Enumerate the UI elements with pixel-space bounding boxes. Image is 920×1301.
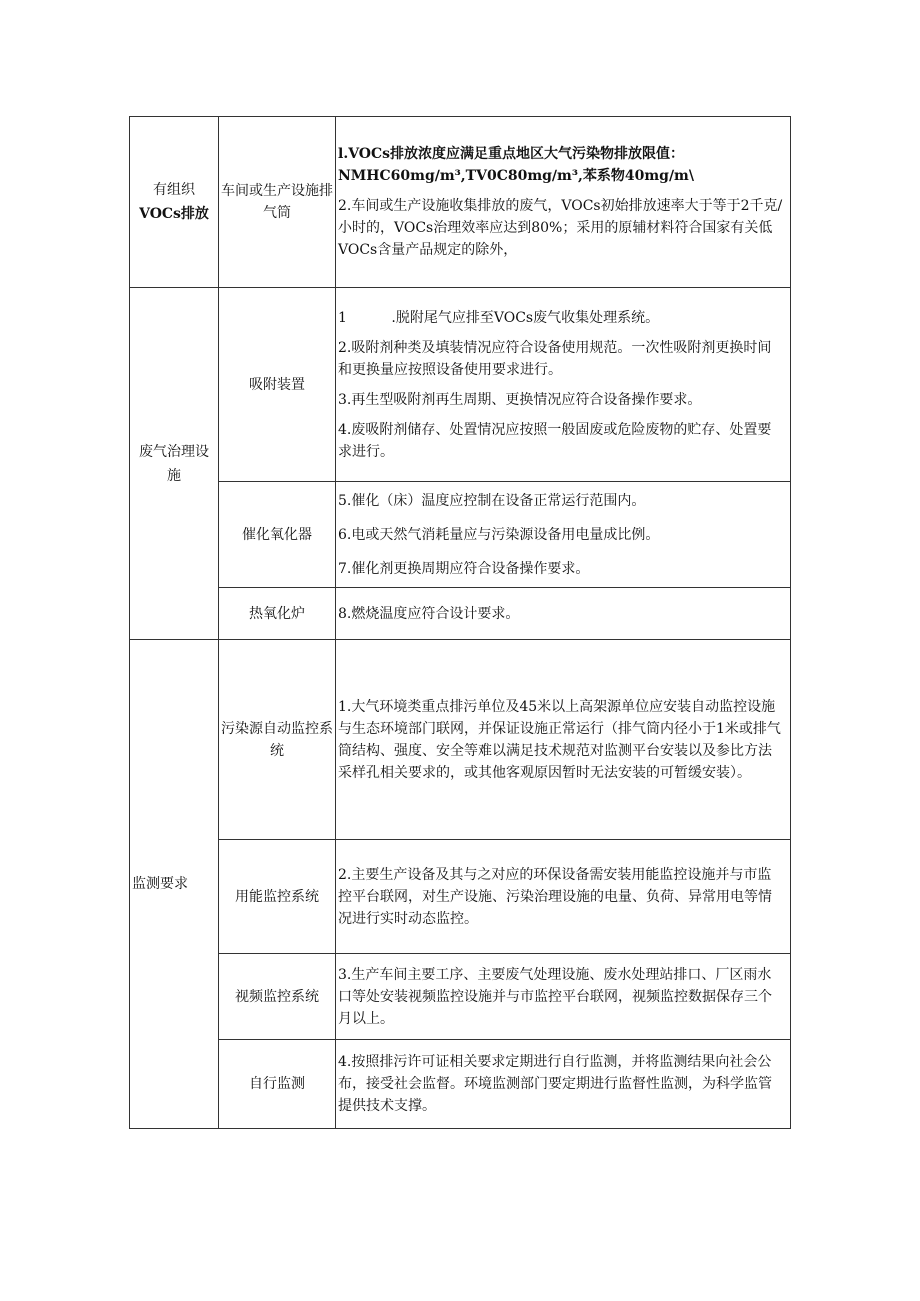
requirement-cell: [336, 954, 791, 1040]
item-cell: 自行监测: [219, 1040, 336, 1129]
item-cell: 视频监控系统: [219, 954, 336, 1040]
requirements-table: [129, 116, 791, 1129]
table-row: [130, 482, 791, 588]
requirement-text: 2.车间或生产设施收集排放的废气，VOCs初始排放速率大于等于2千克/小时的，VOCs治理效率应达到80%；采用的原辅材料符合国家有关低VOCs含量产品规定的除外，: [338, 198, 783, 258]
category-cell: 监测要求: [130, 640, 219, 1129]
requirement-cell: [336, 640, 791, 840]
requirement-cell: [336, 840, 791, 954]
requirement-text: 3.生产车间主要工序、主要废气处理设施、废水处理站排口、厂区雨水口等处安装视频监控设施并与市监控平台联网，视频监控数据保存三个月以上。: [338, 966, 772, 1027]
table-row: [130, 588, 791, 640]
requirement-text: 3.再生型吸附剂再生周期、更换情况应符合设备操作要求。: [338, 391, 702, 408]
requirement-cell: [336, 288, 791, 482]
item-cell: 污染源自动监控系统: [219, 640, 336, 840]
item-cell: 热氧化炉: [219, 588, 336, 640]
item-cell: 用能监控系统: [219, 840, 336, 954]
item-cell: 吸附装置: [219, 288, 336, 482]
requirement-text: NMHC60mg∕m³,TV0C80mg∕m³,苯系物40mg∕m\: [338, 168, 694, 184]
requirement-text: 1 .脱附尾气应排至VOCs废气收集处理系统。: [338, 309, 660, 326]
table-row: [130, 954, 791, 1040]
requirement-text: 2.吸附剂种类及填装情况应符合设备使用规范。一次性吸附剂更换时间和更换量应按照设备使用要求进行。: [338, 339, 772, 378]
table-row: [130, 117, 791, 288]
table-row: [130, 1040, 791, 1129]
requirement-text: 8.燃烧温度应符合设计要求。: [338, 605, 520, 622]
requirement-cell: [336, 588, 791, 640]
category-label-line2: VOCs排放: [139, 206, 209, 222]
requirement-text: 4.按照排污许可证相关要求定期进行自行监测，并将监测结果向社会公布，接受社会监督。环境监测部门要定期进行监督性监测，为科学监管提供技术支撑。: [338, 1054, 772, 1114]
requirement-cell: [336, 482, 791, 588]
item-cell: 车间或生产设施排气筒: [219, 117, 336, 288]
requirement-cell: [336, 117, 791, 288]
table-row: [130, 640, 791, 840]
requirement-text: 5.催化（床）温度应控制在设备正常运行范围内。: [338, 492, 646, 509]
table-row: [130, 288, 791, 482]
requirement-text: 2.主要生产设备及其与之对应的环保设备需安装用能监控设施并与市监控平台联网，对生产设施、污染治理设施的电量、负荷、异常用电等情况进行实时动态监控。: [338, 866, 772, 927]
table-row: [130, 840, 791, 954]
category-cell: [130, 117, 219, 288]
requirement-text: l.VOCs排放浓度应满足重点地区大气污染物排放限值：: [338, 146, 685, 162]
requirement-cell: [336, 1040, 791, 1129]
item-cell: 催化氧化器: [219, 482, 336, 588]
category-cell: 废气治理设施: [130, 288, 219, 640]
requirement-text: 6.电或天然气消耗量应与污染源设备用电量成比例。: [338, 526, 660, 543]
requirement-text: 1.大气环境类重点排污单位及45米以上高架源单位应安装自动监控设施与生态环境部门联网，并保证设施正常运行（排气筒内径小于1米或排气筒结构、强度、安全等难以满足技术规范对监测平台安装以及参比方法采样孔相关要求的，或其他客观原因暂时无法安装的可暂缓安装）。: [338, 698, 781, 781]
requirement-text: 4.废吸附剂储存、处置情况应按照一般固废或危险废物的贮存、处置要求进行。: [338, 421, 772, 460]
requirement-text: 7.催化剂更换周期应符合设备操作要求。: [338, 560, 590, 577]
category-label-line1: 有组织: [153, 182, 195, 198]
